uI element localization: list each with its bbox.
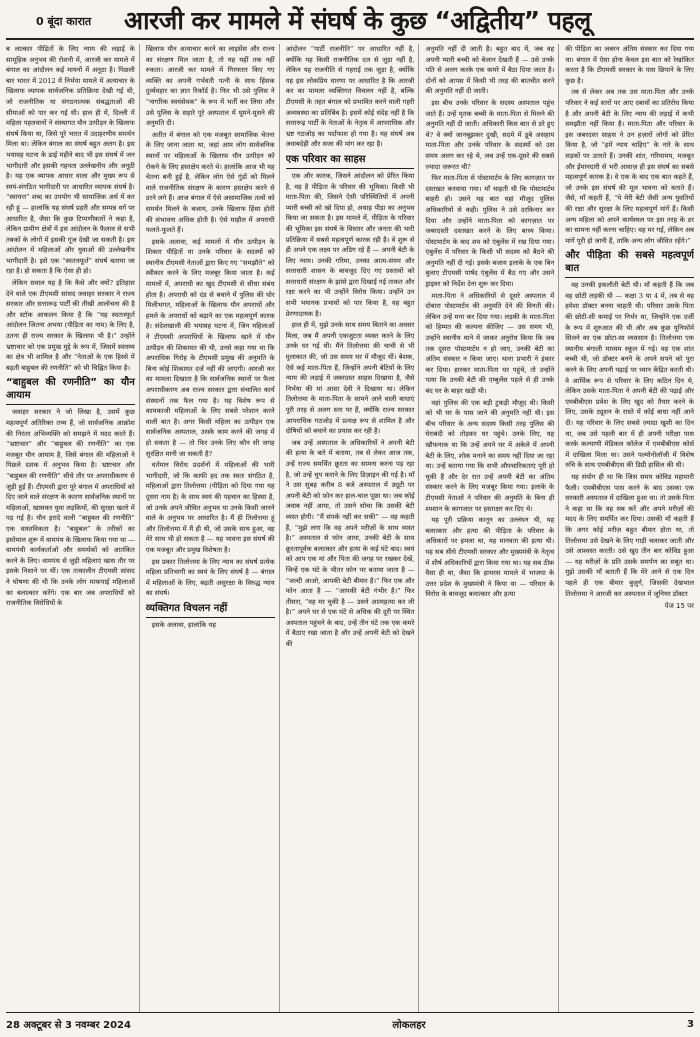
section-tag: 0 बूंदा कारात xyxy=(36,14,92,28)
subheading: व्यक्तिगत विचलन नहीं xyxy=(146,602,275,618)
page-header xyxy=(6,4,694,40)
paragraph: एक और कारक, जिसने आंदोलन को प्रेरित किया है, वह है पीड़िता के परिवार की भूमिका। किसी भी माता-पिता की, जिसने ऐसी परिस्थितियों में अपनी प्यारी बच्ची को खो दिया हो, अथाह पीड़ा का अनुभव किया जा सकता है। इस मामले में, पीड़िता के परिवार की भूमिका इस संघर्ष के विस्तार और जनता की भारी प्रतिक्रिया में सबसे महत्वपूर्ण कारक रही है। वे शुरू से ही अपने एक लक्ष्य पर अडिग रहे हैं — अपनी बेटी के लिए न्याय। उनकी गरिमा, उनका आत्म-संयम और सत्ताधारी शासन के बावजूद दिए गए प्रस्तावों को सत्ताधारी संरक्षण के झांसे द्वारा दिखाई गई ताकत और रक्षा करने का भी उन्होंने विरोध किया। उन्होंने उन सभी भयानक प्रभावों को पार किया है, वह बहुत प्रेरणादायक है। xyxy=(285,171,415,318)
paragraph: माता-पिता ने अधिकारियों से दूसरे अस्पताल में दोबारा पोस्टमार्टम की अनुमति देने की विनती की। लेकिन उन्हें मना कर दिया गया। लड़की के माता-पिता को हिम्मत की कल्पना कीजिए — उस समय भी, उन्होंने स्थानीय थाने में जाकर अनुरोध किया कि जब तक दूसरा पोस्टमार्टम न हो जाए, उनकी बेटी का अंतिम संस्कार न किया जाए। थाना प्रभारी ने इंकार कर दिया। हारकर माता-पिता घर पहुंचे, तो उन्होंने पाया कि उनकी बेटी की एम्बुलेंस पहले से ही उनके बंद घर के बाहर खड़ी थी। xyxy=(425,291,555,395)
paragraph: वह उनकी इकलौती बेटी थी। माँ कहती हैं कि जब वह छोटी लड़की थी — कक्षा 3 या 4 में, तब से वह हमेशा डॉक्टर बनना चाहती थी। परिवार उसके पिता की छोटी-सी कमाई पर निर्भर था, जिन्होंने एक दर्जी के रूप में शुरुआत की थी और अब कुछ यूनिफॉर्म सिलने का एक छोटा-सा व्यवसाय है। तिलोत्तमा एक स्थानीय बंगाली माध्यम स्कूल में गई। वह एक शांत बच्ची थी, जो डॉक्टर बनने के अपने सपने को पूरा करने के लिए अपनी पढ़ाई पर ध्यान केंद्रित करती थी। वे आर्थिक रूप से परिवार के लिए कठिन दिन थे, लेकिन उसके माता-पिता ने अपनी बेटी की पढ़ाई और एमबीबीएस प्रवेश के लिए खुद को तैयार करने के लिए, उसके ट्यूशन के रास्ते में कोई बाधा नहीं आने दी। यह परिवार के लिए सबसे ज़्यादा खुशी का दिन था, जब उसे पहली बार में ही अपनी परीक्षा पास करके कल्याणी मेडिकल कॉलेज में एमबीबीएस कोर्स में दाखिला मिला था। उसने पल्मोनोलॉजी में विशेष रुचि के साथ एमबीबीएस की डिग्री हासिल की थी। xyxy=(565,281,694,470)
paragraph: की पीड़िता का जबरन अंतिम संस्कार कर दिया गया था। बंगाल में ऐसा होना केवल इस बात को रेखांकित करता है कि टीएमसी सरकार के पास छिपाने के लिए कुछ है। xyxy=(565,45,694,85)
paragraph: अतीत में बंगाल को एक मजबूत सामाजिक चेतना के लिए जाना जाता था, जहां आम लोग सार्वजनिक स्थानों पर महिलाओं के खिलाफ यौन उत्पीड़न को रोकने के लिए हस्तक्षेप करते थे। हालांकि आज भी यह चेतना बनी हुई है, लेकिन लोग ऐसे गुंडों को मिलने वाले राजनीतिक संरक्षण के कारण हस्तक्षेप करने से डरने लगे हैं। आज बंगाल में ऐसे असामाजिक तत्वों को समर्थन मिलने के बजाय, उनके खिलाफ हिंसा होती की संभावना अधिक होती है। ऐसे माहौल में अपराधी फलते-फूलते हैं। xyxy=(145,130,275,235)
subheading: एक परिवार का साहस xyxy=(286,153,415,169)
page-footer xyxy=(6,1012,694,1035)
paragraph: वर्तमान विरोध प्रदर्शनों में महिलाओं की भारी भागीदारी, जो कि काफी हद तक स्वतः संगठित है, महिलाओं द्वारा तिलोत्तमा (पीड़िता को दिया गया यह दूसरा नाम है) के साथ स्वयं की पहचान का हिस्सा है, जो उनके अपने जीवित अनुभव या उनके किसी जानने वाले के अनुभव पर आधारित है। मैं ही तिलोत्तमा हूं और तिलोत्तमा में मैं ही थी, जो उसके साथ हुआ, वह मेरे साथ भी हो सकता है — यह भावना इस संघर्ष की एक मजबूत और प्रमुख विशेषता है। xyxy=(145,461,275,554)
paragraph: इस बीच उनके परिवार के सदस्य अस्पताल पहुंच जाते हैं। उन्हें मृतक बच्ची के माता-पिता से मिलने की अनुमति नहीं दी जाती। अधिकारी किस बात से डरे हुए थे? वे क्यों जानबूझकर दुखी, सदमे में डूबे असहाय माता-पिता और उनके परिवार के सदस्यों को उस समय अलग कर रहे थे, जब उन्हें एक-दूसरे की सबसे ज्यादा जरूरत थी? xyxy=(425,98,555,171)
page-number: 3 xyxy=(687,1018,694,1030)
column-2 xyxy=(146,44,280,1012)
paragraph: लेकिन सवाल यह है कि कैसे और क्यों? इतिहास देने वाले एक टीएमसी सांसद जवाहर सरकार ने राज्य सरकार और सत्तारूढ़ पार्टी की तीखी आलोचना की है और स्टॉक आकलन किया है कि “यह स्वतःस्फूर्त आंदोलन जितना अभया (पीड़िता का नाम) के लिए है, उतना ही राज्य सरकार के खिलाफ भी है।” उन्होंने भ्रष्टाचार को एक प्रमुख मुद्दे के रूप में, जिसमें स्वास्थ्य का क्षेत्र भी शामिल है और “नेताओं के एक हिस्से में बढ़ती बाहुबल की रणनीति” को भी चिह्नित किया है। xyxy=(6,279,135,372)
paragraph: जब उन्हें अस्पताल के अधिकारियों ने अपनी बेटी की हत्या के बारे में बताया, तब से लेकर आज तक, उन्हें राज्य समर्थित क्रूरता का सामना करना पड़ रहा है, जो उन्हें चुप कराने के लिए डिज़ाइन की गई है। माँ ने उस सुबह करीब 8 बजे अस्पताल में ड्यूटी पर अपनी बेटी को फ़ोन कर हाल-चाल पूछा था। जब कोई जवाब नहीं आया, तो उसने सोचा कि उसकी बेटी व्यस्त होगी। “मैं संपर्क नहीं कर सकी” — वह कहती हैं, “मुझे लगा कि वह अपने मरीज़ों के साथ व्यस्त है।” अस्पताल से फोन आया, उनकी बेटी के साथ क्रूरतापूर्वक बलात्कार और हत्या के कई घंटे बाद। स्वयं को आप एक मां और पिता की जगह पर रखकर देखें, जिन्हें एक घंटे के भीतर फ़ोन पर बताया जाता है — “जल्दी आओ, आपकी बेटी बीमार है।” फिर एक और फोन आता है — “आपकी बेटी गंभीर है।” फिर तीसरा, “वह मर चुकी है — उसने आत्महत्या कर ली है।” अपने घर से एक घंटे से अधिक की दूरी पर स्थित अस्पताल पहुंचने के बाद, उन्हें तीन घंटे तक एक कमरे में बैठाए रखा जाता है और उन्हें अपनी बेटी को देखने की xyxy=(285,438,415,649)
paragraph: तब से लेकर अब तक उस माता-पिता और उनके परिवार ने कई स्तरों पर आए दबावों का प्रतिरोध किया है और अपनी बेटी के लिए न्याय की लड़ाई में कभी समझौता नहीं किया है। माता-पिता और परिवार के इस जबरदस्त साहस ने उन हज़ारों लोगों को प्रेरित किया है, जो “हमें न्याय चाहिए” के नारे के साथ सड़कों पर उतरते हैं। उनकी शांत, गरिमामय, मजबूत और ईमानदारी से भरी आवाज़ ही इस संघर्ष का सबसे महत्वपूर्ण कारक है। वे एक के बाद एक बात कहते हैं, जो उनके इस संघर्ष की मूल भावना को बताते हैं। जैसे, माँ कहती हैं, “ये मेरी बेटी जैसी अन्य युवतियों की रक्षा और सुरक्षा के लिए महत्वपूर्ण मांगें हैं। किसी अन्य महिला को अपने कार्यस्थल पर इस तरह के डर का सामना नहीं करना चाहिए। वह मर गई, लेकिन अब मांगें पूरी हो जानी हैं, ताकि अन्य लोग जीवित रहेंगे।” xyxy=(565,88,694,245)
paragraph: इस प्रकार तिलोत्तमा के लिए न्याय का संघर्ष प्रत्येक महिला प्रतिभागी का स्वयं के लिए संघर्ष है — बंगाल में महिलाओं के लिए, बढ़ती असुरक्षा के विरुद्ध न्याय का संघर्ष। xyxy=(145,557,275,598)
column-1 xyxy=(6,44,140,1012)
column-3 xyxy=(286,44,420,1012)
paragraph: अनुमति नहीं दी जाती है। बहुत बाद में, जब वह अपनी प्यारी बच्ची को बेजान देखती हैं — उसे उनके पति से अलग करके एक कमरे में बैठा दिया जाता है। दोनों को आपस में किसी भी तरह की बातचीत करने की अनुमति नहीं दी जाती। xyxy=(425,45,555,96)
article-headline: आरजी कर मामले में संघर्ष के कुछ “अद्वितीय” पहलू xyxy=(124,6,591,35)
subheading: “बाहुबल की रणनीति” का यौन आयाम xyxy=(6,376,135,405)
paragraph: फिर माता-पिता से पोस्टमार्टम के लिए कागज़ात पर दस्तखत करवाया गया। माँ चाहती थी कि पोस्टमार्टम बाहरी हो। उसने यह बात वहां मौजूद पुलिस अधिकारियों से कही। पुलिस ने उसे दरकिनार कर दिया और उन्होंने माता-पिता को कागज़ात पर जबरदस्ती दस्तखत करने के लिए बाध्य किया। पोस्टमार्टम के बाद शव को एंबुलेंस में रख दिया गया। एंबुलेंस में परिवार के किसी भी सदस्य को बैठने की अनुमति नहीं दी गई। इसके बजाय इलाके के एक बिन बुलाए टीएमसी पार्षद एंबुलेंस में बैठ गए और उसने ड्राइवर को निर्देश देना शुरू कर दिया। xyxy=(425,174,555,289)
paragraph: वहां पुलिस की एक बड़ी टुकड़ी मौजूद थी। किसी को भी घर के पास जाने की अनुमति नहीं थी। इस बीच परिवार के अन्य सदस्य किसी तरह पुलिस की घेराबंदी को तोड़कर घर पहुंचे। उनके लिए, यह खौफनाक था कि उन्हें अपने घर में अकेले में अपनी बेटी के लिए, शोक मनाने का समय नहीं दिया जा रहा था। उन्हें बताया गया कि सभी औपचारिकताएं पूरी हो चुकी हैं और देर रात उन्हें अपनी बेटी का अंतिम संस्कार करने के लिए मजबूर किया गया। इलाके के टीएमसी नेताओं ने परिवार की अनुमति के बिना ही श्मशान के कागजात पर हस्ताक्षर कर दिए थे। xyxy=(425,398,555,513)
paragraph: हाल ही में, मुझे उनके साथ समय बिताने का अवसर मिला, जब मैं अपनी एकजुटता व्यक्त करने के लिए उनके घर गई थी। मैंने तिलोत्तमा की चाची से भी मुलाकात की, जो उस समय घर में मौजूद थीं। बेशक, ऐसे कई माता-पिता हैं, जिन्होंने अपनी बेटियों के लिए न्याय की लड़ाई में जबरदस्त साहस दिखाया है, जैसे निर्भया की मां आशा देवी ने दिखाया था। लेकिन तिलोत्तमा के माता-पिता के सामने आने वाली बाधाएं पूरी तरह से अलग स्तर पर हैं, क्योंकि राज्य सरकार आपराधिक गठजोड़ में प्रत्यक्ष रूप से शामिल है और दोषियों को बचाने का प्रयास कर रही है। xyxy=(285,321,415,436)
paragraph: यह पूरी प्रक्रिया कानून का उल्लंघन थी, यह बलात्कार और हत्या की पीड़िता के परिवार के अधिकारों पर हमला था, यह मानवता की हत्या थी। यह सब सीधे टीएमसी सरकार और मुख्यमंत्री के नेतृत्व में शीर्ष अधिकारियों द्वारा किया गया था। यह सब ठीक वैसा ही था, जैसा कि हाथरस मामले में भाजपा के उत्तर प्रदेश के मुख्यमंत्री ने किया था — परिवार के विरोध के बावजूद बलात्कार और हत्या xyxy=(425,516,555,599)
continued-on-page: पेज 15 पर xyxy=(664,602,694,611)
paragraph: यह संयोग ही था कि जिस समय कोविड महामारी फैली। एमबीबीएस पास करने के बाद उसका एक सरकारी अस्पताल में दाखिला हुआ था। तो उसके पिता ने कहा था कि वह सब करें और अपने मरीज़ों की मदद के लिए समर्पित कर दिया। उसकी माँ कहती हैं कि अगर कोई मरीज़ बहुत बीमार होता था, तो तिलोत्तमा उसे देखने के लिए गाड़ी चलाकर जाती और उसे आश्वस्त करती। उसे खुद तीन बार कोविड हुआ — यह मरीज़ों के प्रति उसके समर्पण का सबूत था। मुझे उसकी माँ बताती हैं कि मेरे आने से एक दिन पहले ही एक बीमार बुज़ुर्ग, जिसकी देखभाल तिलोत्तमा ने आरजी कर अस्पताल में जूनियर डॉक्टर xyxy=(565,472,694,598)
paragraph: खिलाफ यौन अत्याचार करने का लाइसेंस और राज्य का संरक्षण मिल जाता है, तो यह यहीं तक नहीं रुकता। आरजी कर मामले में गिरफ्तार किए गए व्यक्ति का अपनी गर्भवती पत्नी के साथ हिंसक दुर्व्यवहार का ज्ञात रिकॉर्ड है। फिर भी उसे पुलिस ने “नागरिक स्वयंसेवक” के रूप में भर्ती कर लिया और उसे पुलिस के सहारे पूरे अस्पताल में घूमने-घुसने की अनुमति दी। xyxy=(145,45,275,128)
column-5 xyxy=(565,44,694,1012)
paragraph: जवाहर सरकार ने जो लिखा है, उसमें कुछ महत्वपूर्ण अतिरिक्त तथ्य हैं, जो सार्वजनिक आक्रोश की निरंतर अभिव्यक्ति को समझने में मदद करते हैं। “भ्रष्टाचार” और “बाहुबल की रणनीति” का एक मजबूत यौन आयाम है, जिसे बंगाल की महिलाओं ने पिछले दशक में अनुभव किया है। भ्रष्टाचार और “बाहुबल की रणनीति” सीधे तौर पर अपराधीकरण से जुड़ी हुई हैं। टीएमसी द्वारा पूरे बंगाल में अपराधियों को दिए जाने वाले संरक्षण के कारण सार्वजनिक स्थानों पर महिलाओं, खासकर युवा लड़कियों, की सुरक्षा खतरे में पड़ गई है। यौन इरादे वाली “बाहुबल की रणनीति” एक वास्तविकता है। “बाहुबल” के तरीकों का इस्तेमाल शुरू में वामपंथ के खिलाफ किया गया था — वामपंथी कार्यकर्ताओं और समर्थकों को आतंकित करने के लिए। वामपंथ से जुड़ी महिलाएं खास तौर पर इसके निशाने पर थीं। एक तत्कालीन टीएमसी सांसद ने घोषणा की थी कि उनके लोग माकपाई महिलाओं का बलात्कार करेंगे। एक बार जब अपराधियों को राजनीतिक विरोधियों के xyxy=(6,408,135,608)
subheading: और पीड़िता की सबसे महत्वपूर्ण बात xyxy=(565,249,694,278)
paragraph: इसके अलावा, कई मामलों में यौन उत्पीड़न के शिकार पीड़ितों या उनके परिवार के सदस्यों को स्थानीय टीएमसी नेताओं द्वारा किए गए “समझौते” को स्वीकार करने के लिए मजबूर किया जाता है। कई मामलों में, अपराधी का खुद टीएमसी से सीधा संबंध होता है। अपराधी को दंड से बचाने में पुलिस की घोर मिलीभगत, महिलाओं के खिलाफ यौन अपराधों और हमले के अपराधों को बढ़ाने का एक महत्वपूर्ण कारक है। संदेशखाली की भयावह घटना में, जिन महिलाओं ने टीएमसी अपराधियों के खिलाफ खाने में यौन उत्पीड़न की शिकायत की थी, उनसे कहा गया था कि अपराधिक गिरोह के टीएमसी प्रमुख की अनुमति के बिना कोई शिकायत दर्ज नहीं की जाएगी। आरजी कर का मामला दिखाता है कि सार्वजनिक स्थानों पर फैला अपराधीकरण अब राज्य सरकार द्वारा संचालित कार्य संस्थानों तक फैल गया है। यह विशेष रूप से कामकाजी महिलाओं के लिए सबसे परेशान करने वाली बात है। अगर किसी महिला का उत्पीड़न एक सार्वजनिक अस्पताल, उसके काम करने की जगह में हो सकता है — तो फिर उनके लिए कौन सी जगह सुरक्षित मानी जा सकती है? xyxy=(145,237,275,458)
column-4 xyxy=(425,44,559,1012)
lead-paragraph: ब लात्कार पीड़ितों के लिए न्याय की लड़ाई के सामूहिक अनुभव की रोशनी में, आरजी कर मामले में बंगाल का आंदोलन कई मायनों में अनूठा है। पिछली बार भारत में 2012 में निर्भया मामले में अत्याचार के खिलाफ व्यापक सार्वजनिक प्रतिक्रिया देखी गई थी, जो राजनीतिक या संगठनात्मक संबद्धताओं की सीमाओं को पार कर गई थी। हाल ही में, दिल्ली में महिला पहलवानों ने संस्थागत यौन उत्पीड़न के खिलाफ संघर्ष किया था, जिसे पूरे भारत में उदाहरणीय समर्थन मिला था। लेकिन बंगाल का संघर्ष बहुत अलग है। इस भयावह घटना के ढाई महीने बाद भी इस संघर्ष में जन भागीदारी और इसकी गहनता उल्लेखनीय और अनूठी है। यह एक व्यापक आधार वाला और मुख्य रूप से स्वयं-संगठित भागीदारी पर आधारित व्यापक संघर्ष है। “स्वायत्त” शब्द का उपयोग भी सामाजिक अर्थ में कर रही हूं — हालांकि यह संघर्ष प्रहरी और सम्पन्न वर्ग पर आधारित है, जैसा कि कुछ टिप्पणीकारों ने कहा है, लेकिन ग्रामीण क्षेत्रों में इस आंदोलन के फैलाव से सभी तबकों के लोगों में इसकी गूंज देखी जा सकती है। इस आंदोलन में महिलाओं और युवाओं की उल्लेखनीय भागीदारी है। इसे एक “स्वतःस्फूर्त” संघर्ष बताया जा रहा है। हो सकता है कि ऐसा ही हो। xyxy=(6,45,135,276)
paragraph: इसके अलावा, हालांकि यह xyxy=(151,620,216,629)
article-columns xyxy=(6,44,694,1012)
issue-date: 28 अक्टूबर से 3 नवम्बर 2024 xyxy=(6,1020,131,1031)
publication-name: लोकलहर xyxy=(392,1020,426,1031)
paragraph: आंदोलन “पार्टी राजनीति” पर आधारित नहीं है, क्योंकि यह किसी राजनीतिक दल से जुड़ा नहीं है, लेकिन यह राजनीति से गहराई तक जुड़ा है, क्योंकि यह इस लोकप्रिय धारणा पर आधारित है कि आरजी कर का मामला व्यक्तिगत विचलन नहीं है, बल्कि टीएमसी के तहत बंगाल को प्रभावित करने वाली गहरी अव्यवस्था का प्रतिबिंब है। इसमें कोई संदेह नहीं है कि सत्तारूढ़ पार्टी के नेताओं के नेतृत्व में आपराधिक और भ्रष्ट गठजोड़ का पर्दाफाश हो गया है। यह संघर्ष अब जवाबदेही और सजा की मांग कर रहा है। xyxy=(285,45,415,149)
